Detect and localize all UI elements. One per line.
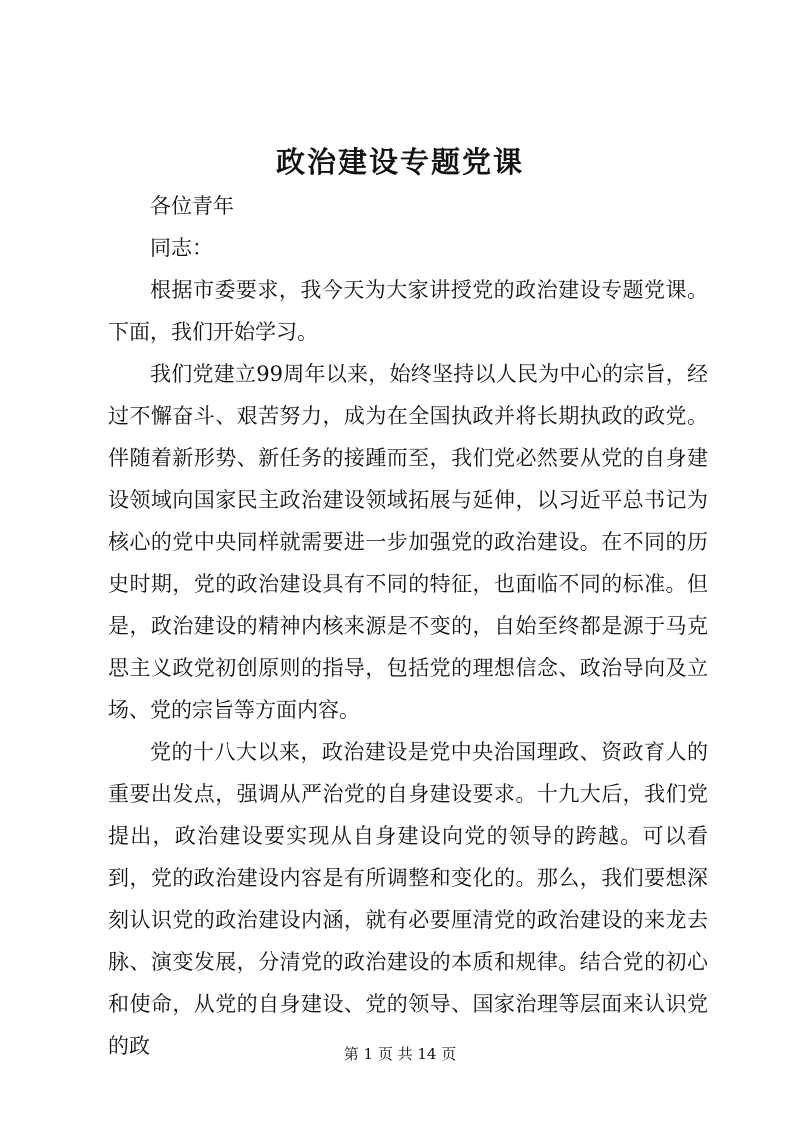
page-footer: 第 1 页 共 14 页 (343, 1045, 457, 1063)
document-body (108, 185, 708, 1067)
paragraph-intro: 根据市委要求，我今天为大家讲授党的政治建设专题党课。下面，我们开始学习。 (108, 278, 708, 344)
document-title: 政治建设专题党课 (275, 145, 524, 179)
salutation-line-1: 各位青年 (150, 194, 234, 218)
salutation-line-2: 同志： (150, 236, 213, 260)
paragraph-eighteenth-congress: 党的十八大以来，政治建设是党中央治国理政、资政育人的重要出发点，强调从严治党的自身建设要求。十九大后，我们党提出，政治建设要实现从自身建设向党的领导的跨越。可以看到，党的政治建设内容是有所调整和变化的。那么，我们要想深刻认识党的政治建设内涵，就有必要厘清党的政治建设的来龙去脉、演变发展，分清党的政治建设的本质和规律。结合党的初心和使命，从党的自身建设、党的领导、国家治理等层面来认识党的政 (108, 740, 708, 1058)
paragraph-history: 我们党建立99周年以来，始终坚持以人民为中心的宗旨，经过不懈奋斗、艰苦努力，成为在全国执政并将长期执政的政党。伴随着新形势、新任务的接踵而至，我们党必然要从党的自身建设领域向国家民主政治建设领域拓展与延伸，以习近平总书记为核心的党中央同样就需要进一步加强党的政治建设。在不同的历史时期，党的政治建设具有不同的特征，也面临不同的标准。但是，政治建设的精神内核来源是不变的，自始至终都是源于马克思主义政党初创原则的指导，包括党的理想信念、政治导向及立场、党的宗旨等方面内容。 (108, 362, 708, 722)
